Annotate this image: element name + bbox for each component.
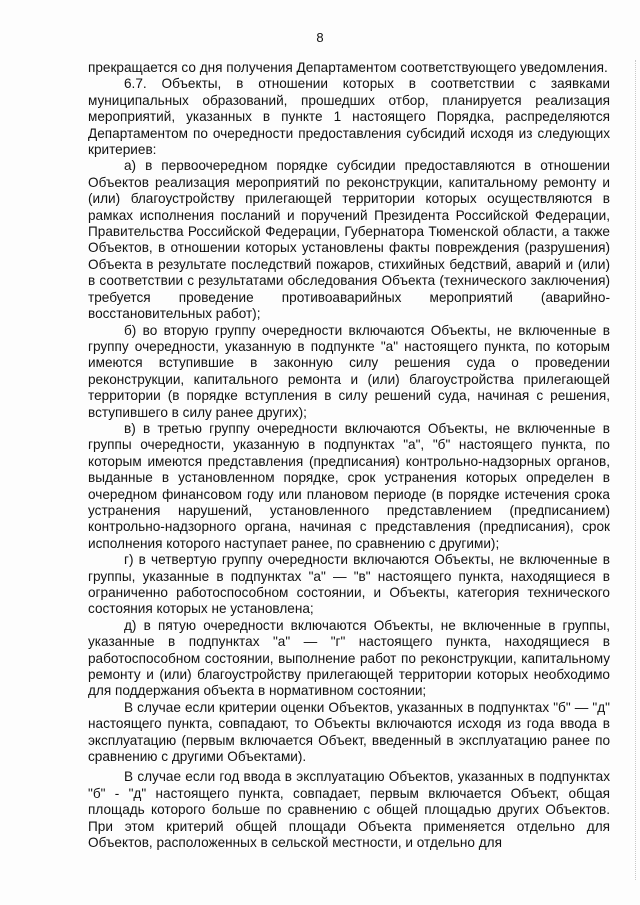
paragraph-item-d: д) в пятую очередности включаются Объекты, не включенные в группы, указанные в подпунктах "а" — "г" настоящего пункта, находящиеся в работоспособном состоянии, выполнение работ по реконструкции, капитальному ремонту и (или) благоустройству прилегающей территории которых необходимо для поддержания объекта в нормативном состоянии;: [88, 617, 610, 699]
paragraph-6-7: 6.7. Объекты, в отношении которых в соответствии с заявками муниципальных образований, прошедших отбор, планируется реализация мероприятий, указанных в пункте 1 настоящего Порядка, распределяются Департаментом по очередности предоставления субсидий исходя из следующих критериев:: [88, 76, 610, 158]
page-number: 8: [316, 30, 324, 45]
paragraph-item-g: г) в четвертую группу очередности включаются Объекты, не включенные в группы, указанные в подпунктах "а" — "в" настоящего пункта, находящиеся в ограниченно работоспособном состоянии, и Объекты, категория технического состояния которых не установлена;: [88, 552, 610, 617]
paragraph-continuation: прекращается со дня получения Департаментом соответствующего уведомления.: [88, 60, 608, 75]
scan-edge-artifact: [634, 60, 636, 880]
paragraph-item-a: а) в первоочередном порядке субсидии предоставляются в отношении Объектов реализация мероприятий по реконструкции, капитальному ремонту и (или) благоустройству прилегающей территории которых осуществляются в рамках исполнения посланий и поручений Президента Российской Федерации, Правительства Российской Федерации, Губернатора Тюменской области, а также Объектов, в отношении которых установлены факты повреждения (разрушения) Объекта в результате последствий пожаров, стихийных бедствий, аварий и (или) в соответствии с результатами обследования Объекта (технического заключения) требуется проведение противоаварийных мероприятий (аварийно-восстановительных работ);: [88, 158, 610, 322]
paragraph-criteria-match: В случае если критерии оценки Объектов, указанных в подпунктах "б" — "д" настоящего пункта, совпадают, то Объекты включаются исходя из года ввода в эксплуатацию (первым включается Объект, введенный в эксплуатацию ранее по сравнению с другими Объектами).: [88, 699, 610, 765]
document-body: [88, 60, 610, 852]
paragraph-year-match: В случае если год ввода в эксплуатацию Объектов, указанных в подпунктах "б" - "д" настоящего пункта, совпадает, первым включается Объект, общая площадь которого больше по сравнению с общей площадью других Объектов. При этом критерий общей площади Объекта применяется отдельно для Объектов, расположенных в сельской местности, и отдельно для: [88, 769, 610, 851]
paragraph-item-v: в) в третью группу очередности включаются Объекты, не включенные в группы очередности, указанную в подпунктах "а", "б" настоящего пункта, по которым имеются представления (предписания) контрольно-надзорных органов, выданные в установленном порядке, срок устранения которых определен в очередном финансовом году или плановом периоде (в порядке истечения срока устранения нарушений, установленного представлением (предписанием) контрольно-надзорного органа, начиная с представления (предписания), срок исполнения которого наступает ранее, по сравнению с другими);: [88, 420, 610, 551]
paragraph-item-b: б) во вторую группу очередности включаются Объекты, не включенные в группу очередности, указанную в подпункте "а" настоящего пункта, по которым имеются вступившие в законную силу решения суда о проведении реконструкции, капитального ремонта и (или) благоустройства прилегающей территории (в порядке вступления в силу решений суда, начиная с решения, вступившего в силу ранее других);: [88, 322, 610, 420]
